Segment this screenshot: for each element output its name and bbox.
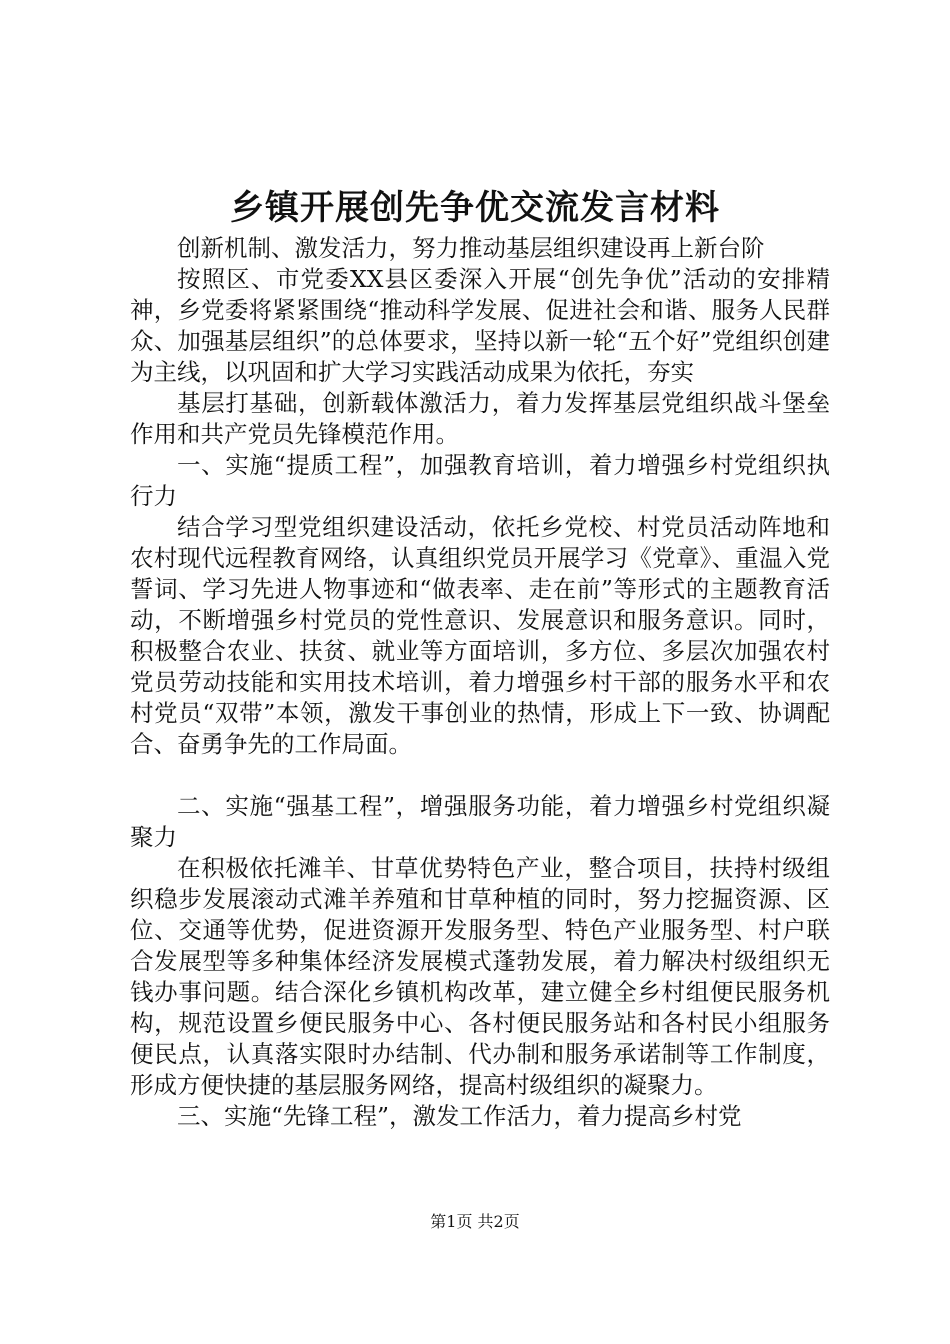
paragraph-intro-continued: 基层打基础，创新载体激活力，着力发挥基层党组织战斗堡垒作用和共产党员先锋模范作用。 <box>130 389 830 448</box>
section-body-1: 结合学习型党组织建设活动，依托乡党校、村党员活动阵地和农村现代远程教育网络，认真组织党员开展学习《党章》、重温入党誓词、学习先进人物事迹和“做表率、走在前”等形式的主题教育活动，不断增强乡村党员的党性意识、发展意识和服务意识。同时，积极整合农业、扶贫、就业等方面培训，多方位、多层次加强农村党员劳动技能和实用技术培训，着力增强乡村干部的服务水平和农村党员“双带”本领，激发干事创业的热情，形成上下一致、协调配合、奋勇争先的工作局面。 <box>130 513 830 758</box>
document-body <box>130 233 830 1132</box>
section-heading-3: 三、实施“先锋工程”，激发工作活力，着力提高乡村党 <box>177 1102 742 1130</box>
section-body-2: 在积极依托滩羊、甘草优势特色产业，整合项目，扶持村级组织稳步发展滚动式滩羊养殖和甘草种植的同时，努力挖掘资源、区位、交通等优势，促进资源开发服务型、特色产业服务型、村户联合发展型等多种集体经济发展模式蓬勃发展，着力解决村级组织无钱办事问题。结合深化乡镇机构改革，建立健全乡村组便民服务机构，规范设置乡便民服务中心、各村便民服务站和各村民小组服务便民点，认真落实限时办结制、代办制和服务承诺制等工作制度，形成方便快捷的基层服务网络，提高村级组织的凝聚力。 <box>130 854 830 1099</box>
document-title: 乡镇开展创先争优交流发言材料 <box>230 188 720 228</box>
section-heading-1: 一、实施“提质工程”，加强教育培训，着力增强乡村党组织执行力 <box>130 451 830 510</box>
paragraph-intro: 按照区、市党委XX县区委深入开展“创先争优”活动的安排精神，乡党委将紧紧围绕“推动科学发展、促进社会和谐、服务人民群众、加强基层组织”的总体要求，坚持以新一轮“五个好”党组织创建为主线，以巩固和扩大学习实践活动成果为依托，夯实 <box>130 265 830 386</box>
page-footer: 第1页 共2页 <box>430 1212 520 1231</box>
paragraph-subtitle: 创新机制、激发活力，努力推动基层组织建设再上新台阶 <box>177 234 765 262</box>
section-heading-2: 二、实施“强基工程”，增强服务功能，着力增强乡村党组织凝聚力 <box>130 792 830 851</box>
